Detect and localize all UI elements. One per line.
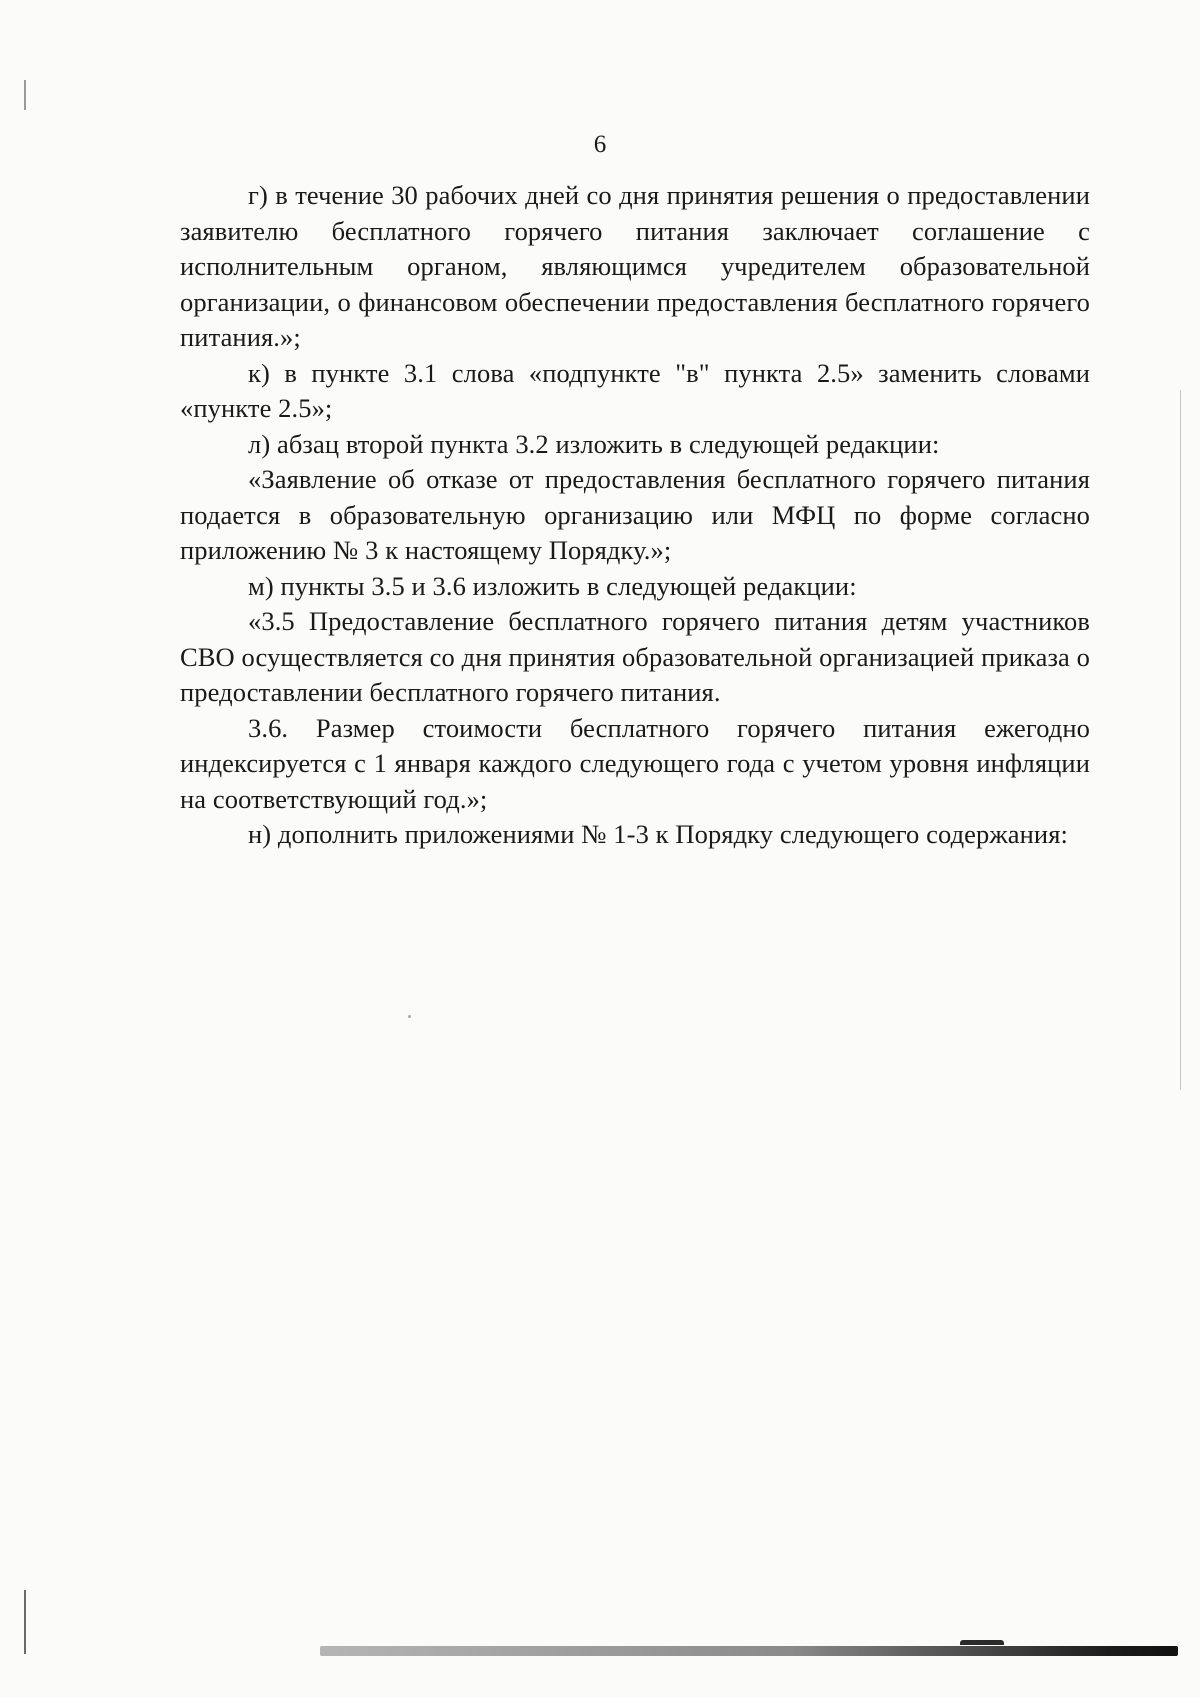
paragraph-g: г) в течение 30 рабочих дней со дня принятия решения о предоставлении заявителю бесплатного горячего питания заключает соглашение с исполнительным органом, являющимся учредителем образовательной организации, о финансовом обеспечении предоставления бесплатного горячего питания.»;	[180, 180, 1090, 352]
document-body	[180, 178, 1090, 853]
paragraph-l: л) абзац второй пункта 3.2 изложить в следующей редакции:	[248, 428, 940, 459]
scan-edge-mark-top	[24, 80, 26, 110]
paragraph-n: н) дополнить приложениями № 1-3 к Порядку следующего содержания:	[248, 819, 1068, 849]
paragraph-k: к) в пункте 3.1 слова «подпункте "в" пункта 2.5» заменить словами «пункте 2.5»;	[180, 357, 1090, 423]
paragraph-m: м) пункты 3.5 и 3.6 изложить в следующей редакции:	[248, 570, 857, 601]
paragraph-3-5: «3.5 Предоставление бесплатного горячего питания детям участников СВО осуществляется со дня принятия образовательной организацией приказа о предоставлении бесплатного горячего питания.	[180, 606, 1090, 707]
scan-edge-mark-right	[1180, 390, 1181, 1090]
scan-speck	[408, 1015, 411, 1018]
scan-edge-mark-bottom	[24, 1590, 26, 1654]
paragraph-l-quote: «Заявление об отказе от предоставления бесплатного горячего питания подается в образовательную организацию или МФЦ по форме согласно приложению № 3 к настоящему Порядку.»;	[180, 464, 1090, 565]
page-number: 6	[593, 131, 607, 158]
paragraph-3-6: 3.6. Размер стоимости бесплатного горячего питания ежегодно индексируется с 1 января каждого следующего года с учетом уровня инфляции на соответствующий год.»;	[180, 712, 1090, 814]
scan-bottom-shadow	[320, 1646, 1178, 1656]
